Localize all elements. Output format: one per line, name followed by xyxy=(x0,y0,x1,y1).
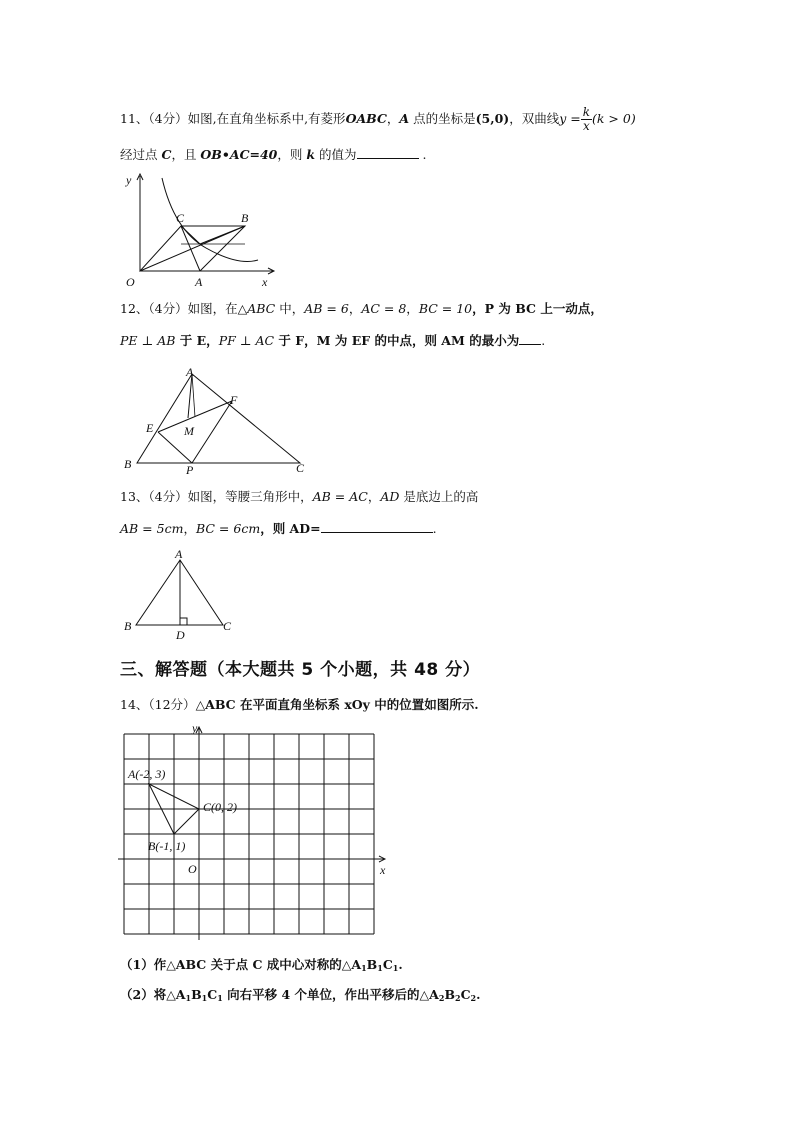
q11-text2: ，双曲线 xyxy=(509,111,560,126)
q12-label-b: B xyxy=(124,457,132,471)
q11-rhombus: OABC xyxy=(345,111,387,126)
q14-p2-a: （2）将△A xyxy=(120,987,186,1002)
section-heading: 三、解答题（本大题共 5 个小题，共 48 分） xyxy=(120,660,481,680)
q14-p1-s2: 1 xyxy=(377,963,383,973)
q14-grid xyxy=(124,734,374,934)
q11-label-y: y xyxy=(126,173,132,187)
q11-var-k: k xyxy=(306,147,316,162)
q14-text: △ABC 在平面直角坐标系 xOy 中的位置如图所示. xyxy=(195,697,479,712)
q14-part1 xyxy=(120,956,403,977)
q12-sep2: ， xyxy=(406,301,419,316)
q14-p2-c: C xyxy=(207,987,218,1002)
q12-line1 xyxy=(120,300,603,318)
q12-pf-perp: PF ⊥ AC xyxy=(218,333,275,348)
q11-figure xyxy=(118,168,288,288)
q13-l2-sep: ， xyxy=(183,521,196,536)
q12-answer-blank[interactable] xyxy=(519,332,541,345)
q12-suffix: ，P 为 BC 上一动点， xyxy=(472,301,603,316)
q14-p1-b: B xyxy=(366,957,378,972)
q14-p1-end: . xyxy=(398,957,403,972)
q12-label-m: M xyxy=(184,424,194,438)
q11-label-c: C xyxy=(176,211,185,225)
q12-triangle-abc xyxy=(137,374,300,463)
q14-p1-s3: 1 xyxy=(392,963,399,973)
q12-l2-text2: 于 F，M 为 EF 的中点，则 AM 的最小为 xyxy=(274,333,520,348)
q13-label-b: B xyxy=(124,619,132,633)
q14-p2-s1: 1 xyxy=(185,993,192,1003)
q12-pe-perp: PE ⊥ AB xyxy=(120,333,176,348)
q13-right-angle-mark xyxy=(180,618,187,625)
q14-p2-s2: 1 xyxy=(201,993,208,1003)
q14-label-a: A(-2, 3) xyxy=(128,767,166,781)
q11-sep: ， xyxy=(386,111,400,126)
q14-p2-end: . xyxy=(476,987,481,1002)
q13-answer-blank[interactable] xyxy=(321,520,433,533)
q12-line2 xyxy=(120,332,545,350)
q14-p2-b: B xyxy=(191,987,202,1002)
q12-l2-end: . xyxy=(541,333,546,348)
q14-label-c: C(0, 2) xyxy=(203,800,237,814)
q14-prefix: 14、（12分） xyxy=(120,697,196,712)
q12-label-a: A xyxy=(186,365,194,379)
q11-line1 xyxy=(120,106,636,133)
q13-ab: AB = 5cm xyxy=(120,521,184,536)
q11-prefix: 11、（4分）如图,在直角坐标系中,有菱形 xyxy=(120,111,346,126)
q11-answer-blank[interactable] xyxy=(357,146,419,159)
q13-label-d: D xyxy=(176,628,185,642)
q12-label-c: C xyxy=(296,461,305,475)
q13-figure xyxy=(120,548,250,643)
q11-label-o: O xyxy=(126,275,135,288)
q12-figure xyxy=(120,362,320,477)
q12-l2-text: 于 E， xyxy=(175,333,219,348)
q14-p2-s4: 2 xyxy=(438,993,445,1003)
q14-p1-s1: 1 xyxy=(361,963,367,973)
q14-p2-e: B xyxy=(444,987,456,1002)
q11-l2-text4: 的值为 xyxy=(315,147,357,162)
q14-line1 xyxy=(120,696,479,714)
q11-label-b: B xyxy=(241,211,249,225)
q11-point-c: C xyxy=(161,147,172,162)
q14-p2-f: C xyxy=(460,987,471,1002)
q12-zh: 中， xyxy=(275,301,305,316)
q12-ab: AB = 6 xyxy=(304,301,349,316)
q14-p2-s6: 2 xyxy=(470,993,477,1003)
q11-fraction xyxy=(581,106,592,133)
q14-p2-s3: 1 xyxy=(217,993,223,1003)
q12-label-p: P xyxy=(186,463,194,477)
q11-l2-text: 经过点 xyxy=(120,147,162,162)
q14-part2 xyxy=(120,986,480,1007)
q12-triangle: △ABC xyxy=(237,301,276,316)
q11-l2-text2: ，且 xyxy=(171,147,201,162)
q13-label-c: C xyxy=(223,619,232,633)
q13-suffix: 是底边上的高 xyxy=(399,489,479,504)
q13-sep: ， xyxy=(367,489,381,504)
q11-label-a: A xyxy=(195,275,203,288)
q12-label-e: E xyxy=(146,421,154,435)
q11-condition: (k > 0) xyxy=(592,111,636,126)
q11-point-a: A xyxy=(399,111,410,126)
q13-bc: BC = 6cm xyxy=(195,521,261,536)
q11-text: 点的坐标是 xyxy=(409,111,476,126)
q14-label-x: x xyxy=(380,863,386,877)
q12-bc: BC = 10 xyxy=(418,301,473,316)
q14-label-y: y xyxy=(192,722,198,735)
q13-ad: AD xyxy=(380,489,400,504)
q11-coords: (5,0) xyxy=(475,111,510,126)
q11-eq-lhs: y = xyxy=(559,111,581,126)
q13-line2 xyxy=(120,520,437,538)
q12-prefix: 12、（4分）如图，在 xyxy=(120,301,238,316)
q14-p2-d: 向右平移 4 个单位，作出平移后的△A xyxy=(222,987,439,1002)
q14-p1-a: （1）作△ABC 关于点 C 成中心对称的△A xyxy=(120,957,362,972)
q12-sep1: ， xyxy=(348,301,362,316)
q14-grid-figure xyxy=(118,722,398,942)
q14-p1-c: C xyxy=(382,957,393,972)
q14-p2-s5: 2 xyxy=(455,993,461,1003)
q14-label-o: O xyxy=(188,862,197,876)
q11-frac-den: x xyxy=(582,119,590,133)
q12-label-f: F xyxy=(230,393,238,407)
q12-ac: AC = 8 xyxy=(361,301,407,316)
q11-product: OB•AC=40 xyxy=(200,147,278,162)
q13-l2-end: . xyxy=(432,521,437,536)
q13-line1 xyxy=(120,488,478,506)
q11-line2 xyxy=(120,146,426,164)
q13-ab-ac: AB = AC xyxy=(312,489,368,504)
q13-prefix: 13、（4分）如图，等腰三角形中， xyxy=(120,489,313,504)
q13-l2-text: ，则 AD= xyxy=(260,521,321,536)
q11-label-x: x xyxy=(262,275,268,288)
q11-l2-end: . xyxy=(418,147,427,162)
q11-l2-text3: ，则 xyxy=(277,147,307,162)
q13-label-a: A xyxy=(175,548,183,561)
q11-frac-num: k xyxy=(582,105,590,119)
q14-label-b: B(-1, 1) xyxy=(148,839,186,853)
